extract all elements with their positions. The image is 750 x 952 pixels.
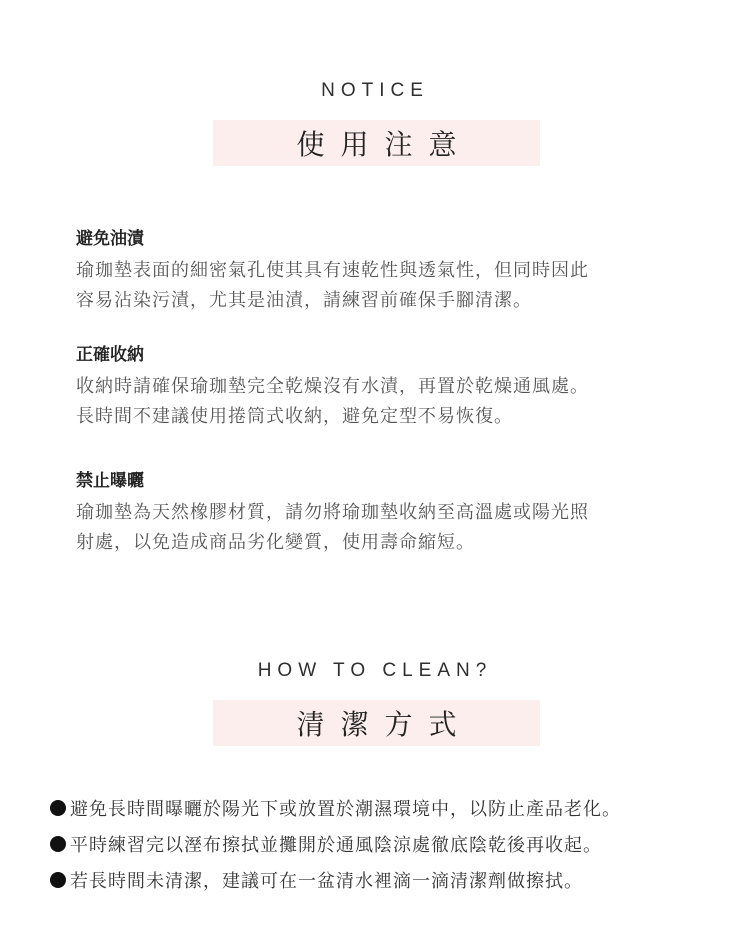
notice-item-oil [76, 226, 716, 316]
notice-item-heading: 禁止曝曬 [76, 471, 144, 491]
notice-title-box [213, 120, 540, 166]
bullet-dot-icon [50, 872, 66, 888]
notice-title: 使用注意 [296, 128, 473, 161]
notice-item-line: 瑜珈墊為天然橡膠材質，請勿將瑜珈墊收納至高溫處或陽光照 [76, 502, 589, 523]
list-item-text: 若長時間未清潔，建議可在一盆清水裡滴一滴清潔劑做擦拭。 [70, 871, 583, 892]
notice-item-heading: 避免油漬 [76, 229, 144, 249]
list-item [50, 790, 740, 826]
list-item-text: 避免長時間曝曬於陽光下或放置於潮濕環境中，以防止產品老化。 [70, 799, 621, 820]
notice-item-line: 長時間不建議使用捲筒式收納，避免定型不易恢復。 [76, 406, 513, 427]
clean-title-box [213, 700, 540, 746]
bullet-dot-icon [50, 836, 66, 852]
notice-item-line: 容易沾染污漬，尤其是油漬，請練習前確保手腳清潔。 [76, 290, 532, 311]
notice-item-line: 射處，以免造成商品劣化變質，使用壽命縮短。 [76, 532, 475, 553]
bullet-dot-icon [50, 800, 66, 816]
notice-item-line: 瑜珈墊表面的細密氣孔使其具有速乾性與透氣性，但同時因此 [76, 260, 589, 281]
clean-list [50, 790, 740, 898]
notice-item-storage [76, 342, 716, 432]
clean-eyebrow: HOW TO CLEAN? [257, 660, 493, 681]
clean-title: 清潔方式 [296, 708, 473, 741]
list-item [50, 826, 740, 862]
notice-eyebrow: NOTICE [321, 80, 429, 101]
notice-item-sun [76, 468, 716, 558]
notice-item-heading: 正確收納 [76, 345, 144, 365]
list-item [50, 862, 740, 898]
list-item-text: 平時練習完以溼布擦拭並攤開於通風陰涼處徹底陰乾後再收起。 [70, 835, 602, 856]
notice-item-line: 收納時請確保瑜珈墊完全乾燥沒有水漬，再置於乾燥通風處。 [76, 376, 589, 397]
